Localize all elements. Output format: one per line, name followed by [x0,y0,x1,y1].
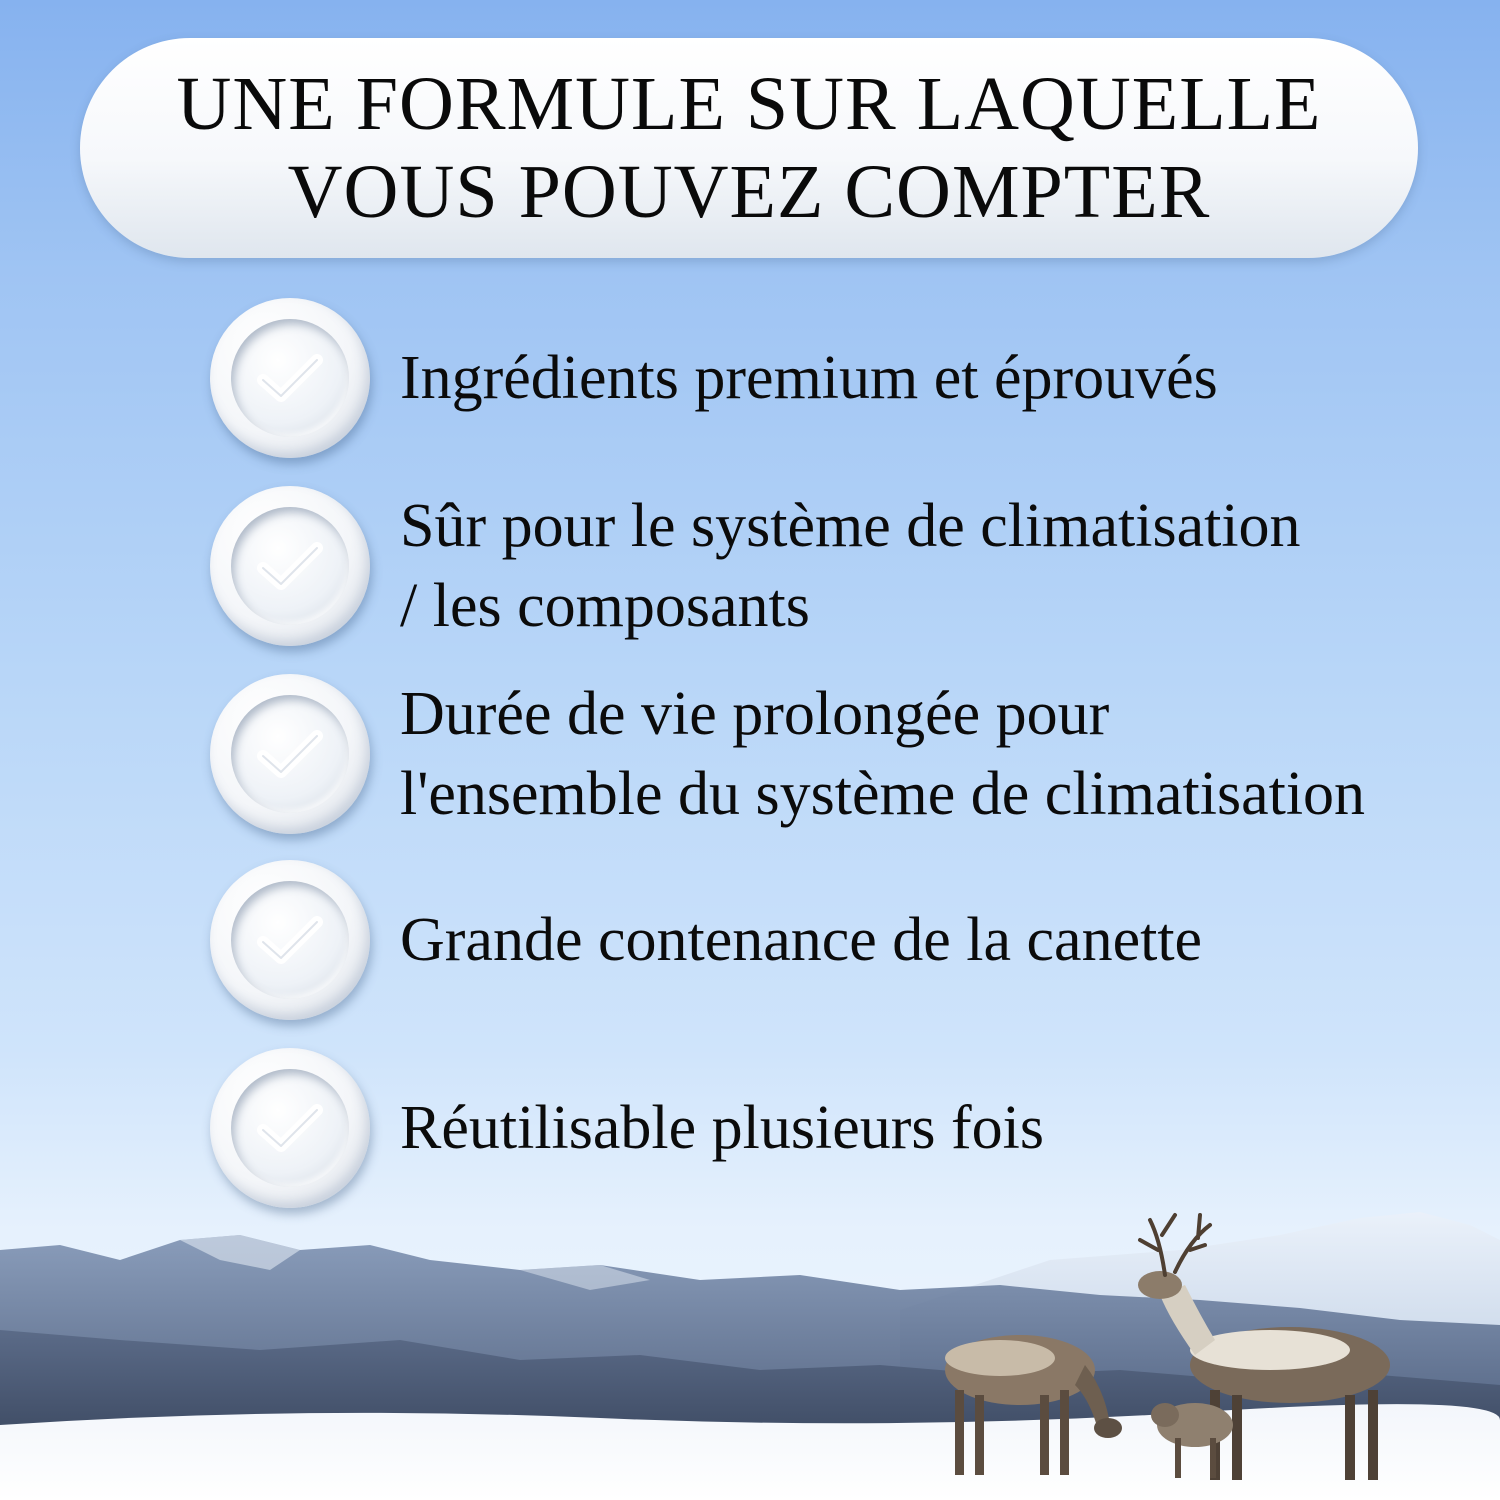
feature-item-capacity [210,860,1480,1020]
feature-text [400,486,1301,646]
feature-line: Grande contenance de la canette [400,906,1203,974]
header-title-line-1: UNE FORMULE SUR LAQUELLE [176,62,1322,146]
check-badge [210,298,370,458]
check-badge [210,674,370,834]
feature-line: Durée de vie prolongée pour [400,680,1110,748]
check-badge [210,486,370,646]
feature-item-safe [210,486,1480,646]
feature-line: Sûr pour le système de climatisation [400,492,1301,560]
check-icon [255,350,325,406]
feature-text [400,338,1218,418]
feature-item-ingredients [210,298,1480,458]
check-icon [255,538,325,594]
feature-item-reusable [210,1048,1480,1208]
feature-line: l'ensemble du système de climatisation [400,760,1366,828]
feature-text [400,674,1365,834]
header-banner [80,38,1418,258]
check-icon [255,726,325,782]
check-icon [255,1100,325,1156]
feature-text [400,1088,1044,1168]
check-badge [210,1048,370,1208]
header-title-line-2: VOUS POUVEZ COMPTER [287,150,1211,234]
feature-item-lifespan [210,674,1480,834]
check-badge [210,860,370,1020]
feature-line: / les composants [400,572,810,640]
check-icon [255,912,325,968]
feature-text [400,900,1202,980]
mountain-landscape [0,1190,1500,1500]
feature-line: Réutilisable plusieurs fois [400,1094,1045,1162]
feature-line: Ingrédients premium et éprouvés [400,344,1218,412]
